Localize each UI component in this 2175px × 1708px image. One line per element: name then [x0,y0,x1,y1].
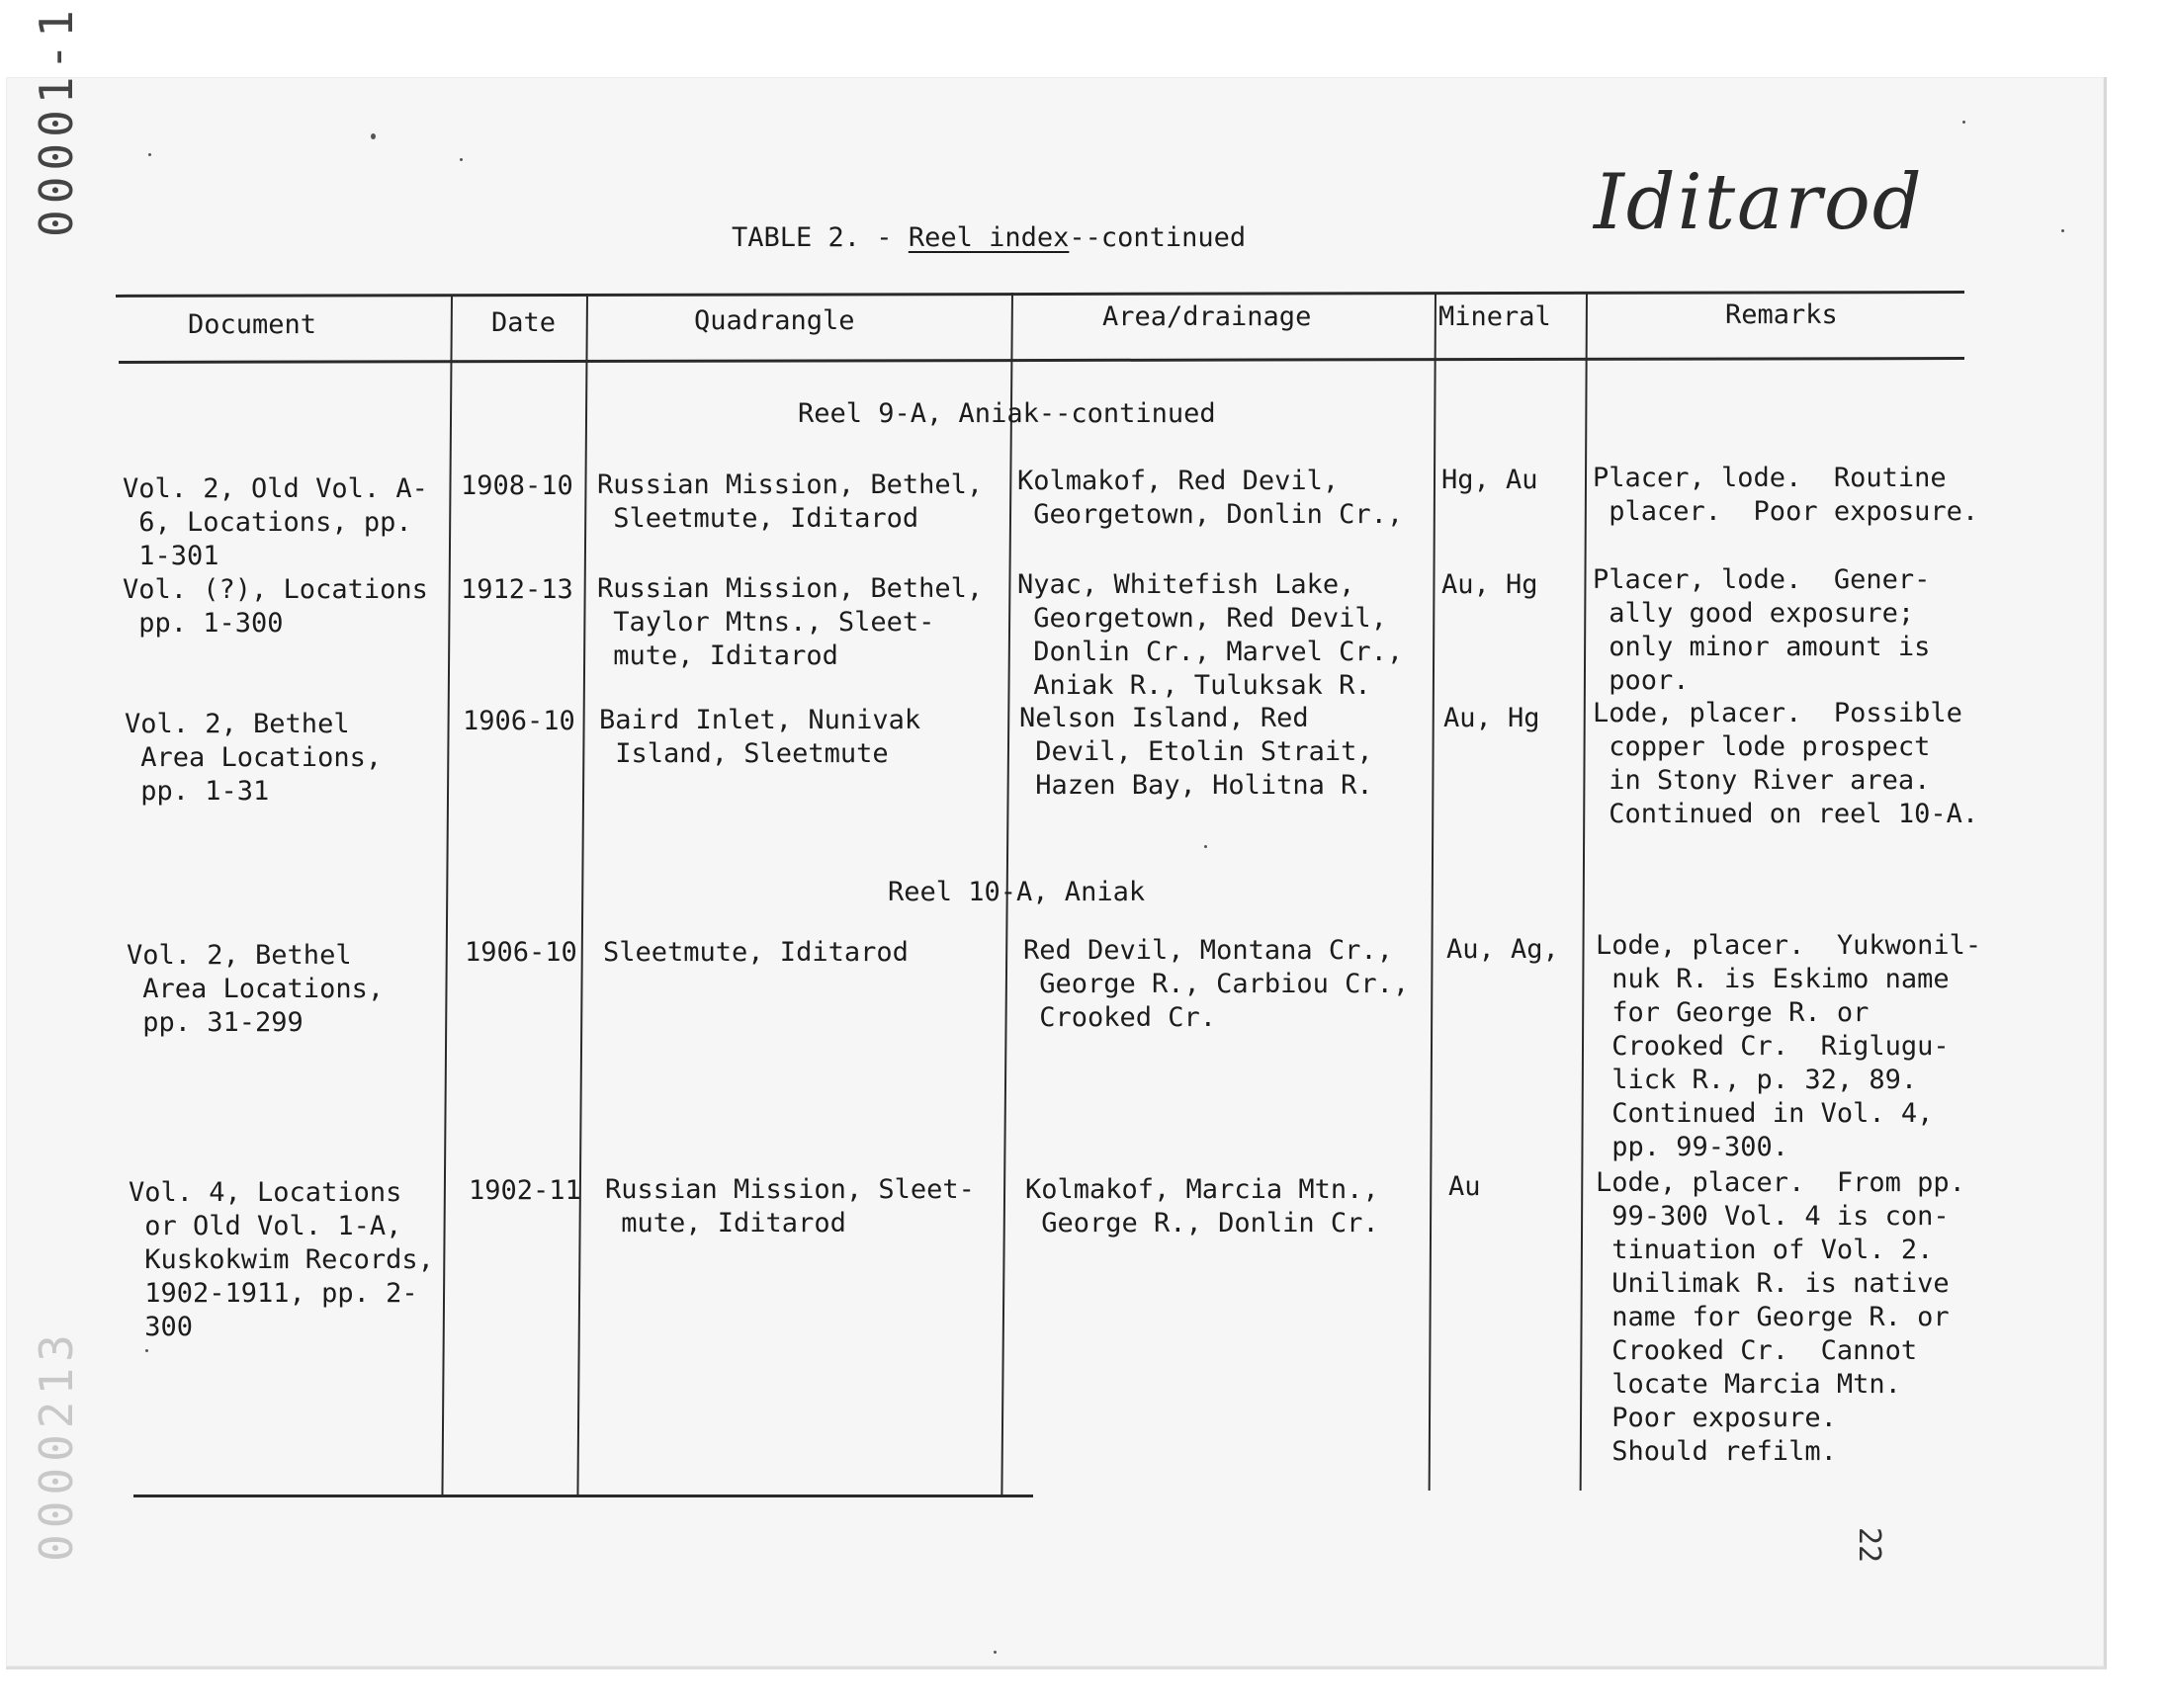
row-2-quadrangle: Russian Mission, Bethel, Taylor Mtns., Sleet- mute, Iditarod [597,573,984,671]
table-title-underlined: Reel index [908,222,1070,253]
table-title [732,222,1246,253]
table-title-prefix: TABLE 2. - [732,222,909,253]
scan-speck [994,1651,997,1654]
row-1-date: 1908-10 [461,470,573,501]
row-1-area: Kolmakof, Red Devil, Georgetown, Donlin Cr., [1017,466,1404,530]
row-2-area: Nyac, Whitefish Lake, Georgetown, Red Devil, Donlin Cr., Marvel Cr., Aniak R., Tuluksak R. [1017,569,1404,701]
row-1-mineral: Hg, Au [1441,465,1538,495]
page-number: 22 [1852,1527,1886,1564]
header-remarks: Remarks [1725,299,1838,330]
row-5-quadrangle: Russian Mission, Sleet- mute, Iditarod [605,1174,975,1238]
side-stamp-number-faint: 0000213 [30,1328,83,1562]
header-date: Date [491,307,557,338]
row-1-quadrangle: Russian Mission, Bethel, Sleetmute, Iditarod [597,470,984,534]
header-area-drainage: Area/drainage [1102,301,1312,332]
scan-speck [371,133,376,139]
side-stamp-number: 00001-1 [30,4,83,237]
scan-speck [460,158,463,161]
row-2-mineral: Au, Hg [1441,569,1538,600]
header-document: Document [188,309,317,340]
table-title-suffix: --continued [1069,222,1247,253]
row-2-date: 1912-13 [461,574,573,605]
header-mineral: Mineral [1438,301,1551,332]
row-4-mineral: Au, Ag, [1446,934,1559,965]
row-5-area: Kolmakof, Marcia Mtn., George R., Donlin Cr. [1025,1174,1379,1238]
scan-speck [145,1349,148,1352]
row-3-quadrangle: Baird Inlet, Nunivak Island, Sleetmute [599,705,921,769]
row-5-remarks: Lode, placer. From pp. 99-300 Vol. 4 is con- tinuation of Vol. 2. Unilimak R. is native name for George R. or Crooked Cr. Cannot locate Marcia Mtn. Poor exposure. Should refilm. [1596,1167,1965,1467]
row-3-area: Nelson Island, Red Devil, Etolin Strait, Hazen Bay, Holitna R. [1019,703,1373,801]
section-reel-9a: Reel 9-A, Aniak--continued [798,398,1216,429]
row-3-date: 1906-10 [463,706,575,736]
scan-speck [1962,121,1965,124]
row-4-date: 1906-10 [465,937,577,968]
row-5-date: 1902-11 [469,1175,581,1206]
scan-speck [148,153,151,156]
row-3-mineral: Au, Hg [1443,703,1540,733]
section-reel-10a: Reel 10-A, Aniak [888,877,1146,907]
row-4-remarks: Lode, placer. Yukwonil- nuk R. is Eskimo name for George R. or Crooked Cr. Riglugu- lick R., p. 32, 89. Continued in Vol. 4, pp. 99-300. [1596,930,1982,1162]
row-3-remarks: Lode, placer. Possible copper lode prospect in Stony River area. Continued on reel 10-A. [1593,698,1979,829]
row-4-document: Vol. 2, Bethel Area Locations, pp. 31-299 [127,940,385,1038]
row-5-mineral: Au [1448,1171,1481,1202]
handwritten-note: Iditarod [1594,158,1924,247]
row-4-area: Red Devil, Montana Cr., George R., Carbiou Cr., Crooked Cr. [1023,935,1410,1033]
table-bottom-rule [133,1494,1033,1497]
scan-speck [1204,845,1207,848]
row-1-remarks: Placer, lode. Routine placer. Poor exposure. [1593,463,1979,527]
row-2-document: Vol. (?), Locations pp. 1-300 [123,574,428,639]
row-3-document: Vol. 2, Bethel Area Locations, pp. 1-31 [125,709,383,807]
row-1-document: Vol. 2, Old Vol. A- 6, Locations, pp. 1-301 [123,473,428,571]
row-2-remarks: Placer, lode. Gener- ally good exposure; only minor amount is poor. [1593,564,1931,696]
scan-speck [2061,229,2064,232]
row-4-quadrangle: Sleetmute, Iditarod [603,937,909,968]
row-5-document: Vol. 4, Locations or Old Vol. 1-A, Kuskokwim Records, 1902-1911, pp. 2- 300 [129,1177,434,1342]
header-quadrangle: Quadrangle [694,305,855,336]
